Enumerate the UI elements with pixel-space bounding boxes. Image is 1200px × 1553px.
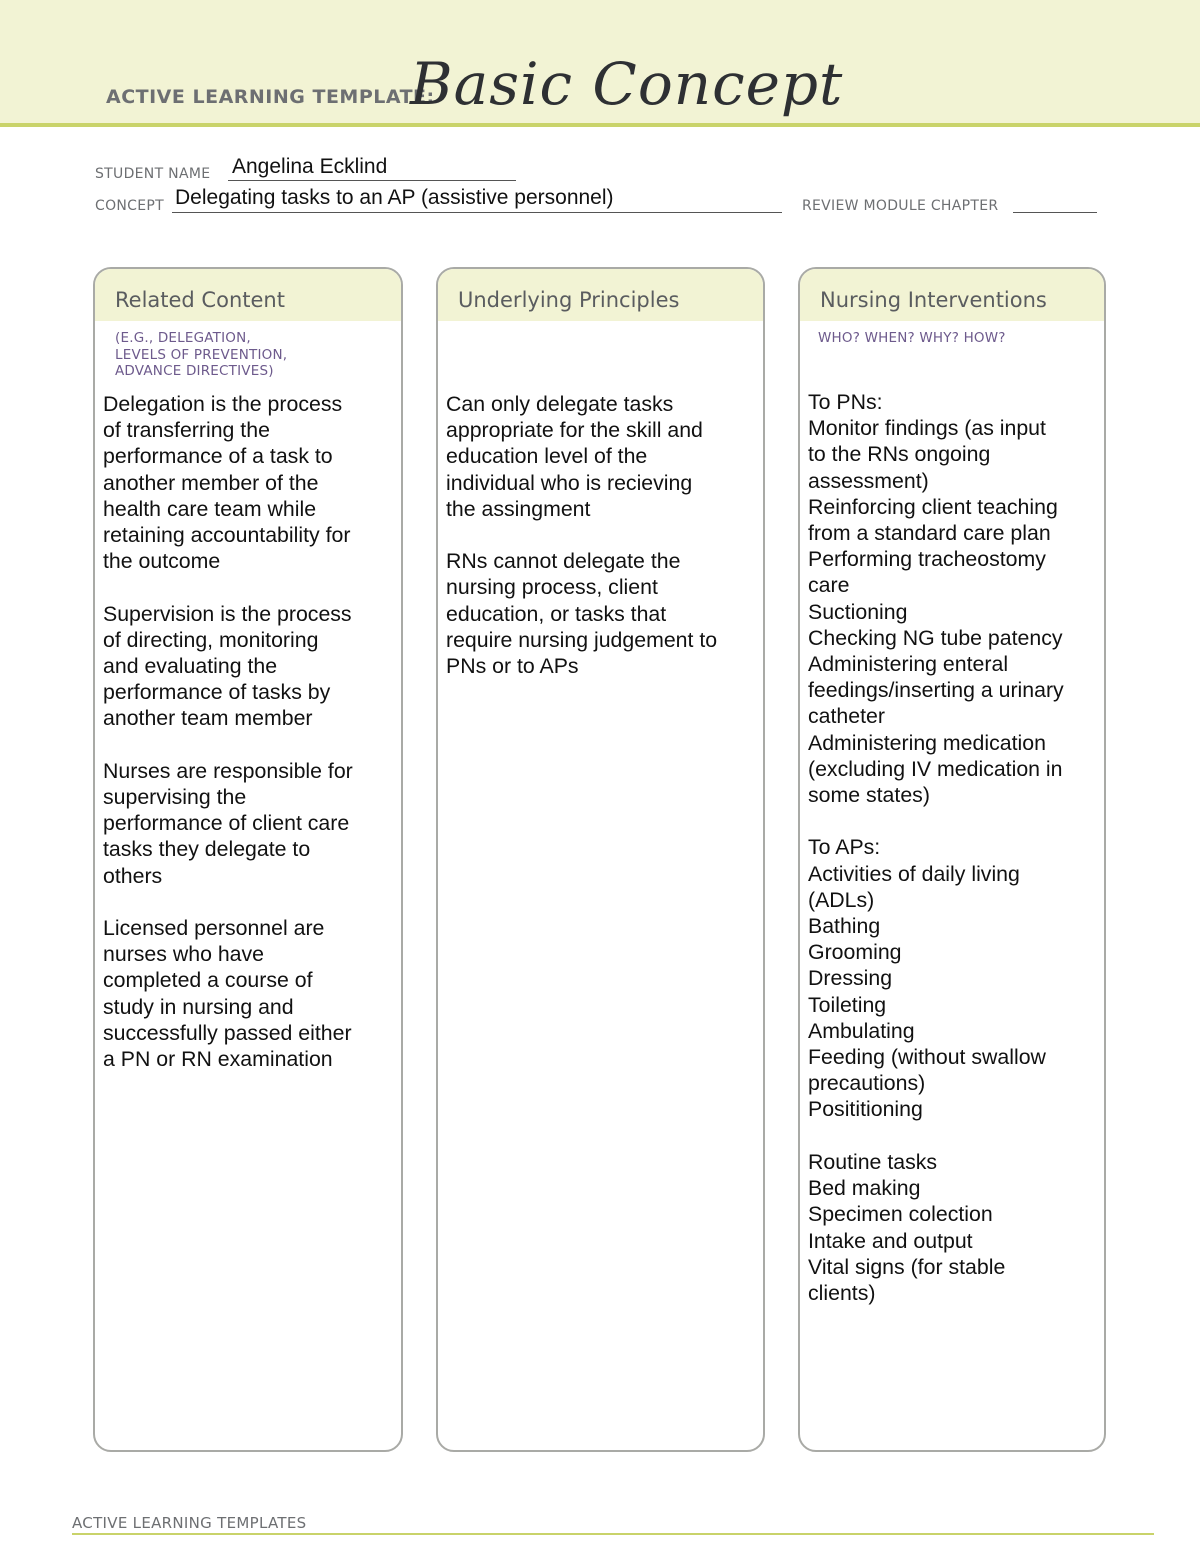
underlying-principles-body[interactable]: Can only delegate tasks appropriate for the skill and education level of the individual who is recieving the assingment RNs cannot delegate the nursing process, client education, or tasks that require nursing judgement to PNs or to APs bbox=[446, 392, 718, 679]
underlying-principles-card bbox=[436, 267, 765, 1452]
related-content-subtitle: (E.G., DELEGATION, LEVELS OF PREVENTION, ADVANCE DIRECTIVES) bbox=[115, 330, 288, 379]
concept-underline bbox=[172, 212, 782, 213]
student-name-field[interactable]: Angelina Ecklind bbox=[232, 155, 388, 178]
nursing-interventions-body[interactable]: To PNs: Monitor findings (as input to the RNs ongoing assessment) Reinforcing client teaching from a standard care plan Performing tracheostomy care Suctioning Checking NG tube patency Administering enteral feedings/inserting a urinary catheter Administering medication (excluding IV medication in some states) To APs: Activities of daily living (ADLs) Bathing Grooming Dressing Toileting Ambulating Feeding (without swallow precautions) Posititioning Routine tasks Bed making Specimen colection Intake and output Vital signs (for stable clients) bbox=[808, 390, 1064, 1305]
nursing-interventions-title: Nursing Interventions bbox=[820, 288, 1047, 312]
review-module-label: REVIEW MODULE CHAPTER bbox=[802, 198, 999, 214]
related-content-body[interactable]: Delegation is the process of transferring the performance of a task to another member of the health care team while retaining accountability for the outcome Supervision is the process of directing, monitoring and evaluating the performance of tasks by another team member Nurses are responsible for supervising the performance of client care tasks they delegate to others Licensed personnel are nurses who have completed a course of study in nursing and successfully passed either a PN or RN examination bbox=[103, 392, 353, 1072]
template-label: ACTIVE LEARNING TEMPLATE: bbox=[106, 86, 435, 108]
template-title: Basic Concept bbox=[410, 50, 844, 118]
footer-label: ACTIVE LEARNING TEMPLATES bbox=[72, 1514, 307, 1532]
concept-field[interactable]: Delegating tasks to an AP (assistive personnel) bbox=[175, 186, 614, 209]
concept-label: CONCEPT bbox=[95, 198, 164, 214]
header-rule bbox=[0, 123, 1200, 127]
related-content-title: Related Content bbox=[115, 288, 285, 312]
underlying-principles-title: Underlying Principles bbox=[458, 288, 680, 312]
review-module-underline bbox=[1013, 212, 1097, 213]
related-content-card bbox=[93, 267, 403, 1452]
student-name-underline bbox=[228, 180, 516, 181]
nursing-interventions-subtitle: WHO? WHEN? WHY? HOW? bbox=[818, 330, 1006, 346]
nursing-interventions-card bbox=[798, 267, 1106, 1452]
footer-rule bbox=[72, 1533, 1154, 1535]
student-name-label: STUDENT NAME bbox=[95, 166, 211, 182]
